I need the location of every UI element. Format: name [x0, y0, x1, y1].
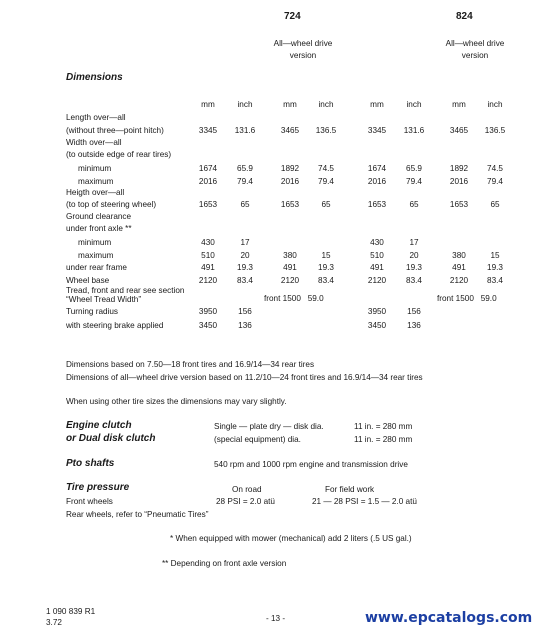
dimension-row-label: minimum: [78, 164, 112, 173]
dimension-value-cell: 156: [238, 307, 252, 316]
dimension-value-cell: 491: [370, 263, 384, 272]
front-wheels-road: 28 PSI = 2.0 atü: [216, 497, 275, 506]
model-724-heading: 724: [284, 11, 301, 22]
dimension-row-label: (to outside edge of rear tires): [66, 150, 172, 159]
dimension-value-cell: 20: [240, 251, 250, 260]
dimension-value-cell: 65: [490, 200, 500, 209]
dimension-value-cell: 510: [370, 251, 384, 260]
dimension-value-cell: 3450: [198, 321, 218, 330]
dimension-value-cell: 2016: [198, 177, 218, 186]
dimension-value-cell: 380: [283, 251, 297, 260]
dimension-value-cell: 1653: [367, 200, 387, 209]
dimension-value-cell: 1674: [198, 164, 218, 173]
dimension-value-cell: 17: [240, 238, 250, 247]
dimension-value-cell: 79.4: [237, 177, 253, 186]
awd-724-label-line1: All—wheel drive: [273, 39, 333, 48]
dimension-value-cell: 380: [452, 251, 466, 260]
dimension-value-cell: 1892: [449, 164, 469, 173]
dimension-value-cell: 3465: [280, 126, 300, 135]
dimension-value-cell: 2120: [280, 276, 300, 285]
dimension-value-cell: 20: [409, 251, 419, 260]
pto-shafts-heading: Pto shafts: [66, 458, 115, 469]
dimension-value-cell: 74.5: [318, 164, 334, 173]
footnote-mower: * When equipped with mower (mechanical) add 2 liters (.5 US gal.): [170, 534, 412, 543]
dimension-row-label: maximum: [78, 251, 114, 260]
dimension-value-cell: 79.4: [487, 177, 503, 186]
dimension-value-cell: 3950: [198, 307, 218, 316]
dimension-value-cell: 2016: [449, 177, 469, 186]
dimension-value-cell: 430: [201, 238, 215, 247]
dimension-row-label: Ground clearance: [66, 212, 132, 221]
dimension-value-cell: 2120: [198, 276, 218, 285]
dimension-row-label: under rear frame: [66, 263, 127, 272]
dimension-value-cell: 2120: [449, 276, 469, 285]
front-wheels-label: Front wheels: [66, 497, 113, 506]
dimension-value-cell: 491: [201, 263, 215, 272]
front-tread-724: front 1500 59.0: [264, 294, 324, 303]
clutch-value-1: 11 in. = 280 mm: [354, 422, 413, 431]
dimension-value-cell: 79.4: [406, 177, 422, 186]
footnote-front-axle: ** Depending on front axle version: [162, 559, 287, 568]
dimension-row-label: Wheel base: [66, 276, 110, 285]
dimension-value-cell: 17: [409, 238, 419, 247]
pto-desc: 540 rpm and 1000 rpm engine and transmission drive: [214, 460, 408, 469]
dimension-row-label: Turning radius: [66, 307, 119, 316]
unit-header-1: mm: [201, 100, 215, 109]
tire-pressure-heading: Tire pressure: [66, 482, 130, 493]
note-tire-sizes: When using other tire sizes the dimensions may vary slightly.: [66, 397, 287, 406]
dimension-value-cell: 1653: [449, 200, 469, 209]
dimension-value-cell: 3465: [449, 126, 469, 135]
dimension-value-cell: 136.5: [315, 126, 337, 135]
unit-header-7: mm: [452, 100, 466, 109]
clutch-desc-1: Single — plate dry — disk dia.: [214, 422, 324, 431]
front-wheels-field: 21 — 28 PSI = 1.5 — 2.0 atü: [312, 497, 417, 506]
note-front-tires: Dimensions based on 7.50—18 front tires and 16.9/14—34 rear tires: [66, 360, 315, 369]
dimension-value-cell: 19.3: [237, 263, 253, 272]
dimension-row-label: (without three—point hitch): [66, 126, 164, 135]
dimension-value-cell: 83.4: [318, 276, 334, 285]
dimension-value-cell: 136.5: [484, 126, 506, 135]
dimension-value-cell: 79.4: [318, 177, 334, 186]
dimension-value-cell: 1653: [280, 200, 300, 209]
unit-header-2: inch: [237, 100, 253, 109]
dimension-value-cell: 510: [201, 251, 215, 260]
dimension-row-label: minimum: [78, 238, 112, 247]
engine-clutch-heading: Engine clutch: [66, 420, 132, 431]
dimension-value-cell: 1892: [280, 164, 300, 173]
dimension-value-cell: 15: [490, 251, 500, 260]
dimension-value-cell: 65: [240, 200, 250, 209]
document-date: 3.72: [46, 618, 62, 627]
dimension-value-cell: 65: [409, 200, 419, 209]
awd-824-label-line1: All—wheel drive: [445, 39, 505, 48]
dimension-row-label: with steering brake applied: [66, 321, 164, 330]
dimension-value-cell: 3450: [367, 321, 387, 330]
front-tread-824: front 1500 59.0: [437, 294, 497, 303]
awd-824-label-line2: version: [461, 51, 489, 60]
dimension-row-label: Heigth over—all: [66, 188, 125, 197]
unit-header-6: inch: [406, 100, 422, 109]
clutch-value-2: 11 in. = 280 mm: [354, 435, 413, 444]
rear-wheels-label: Rear wheels, refer to “Pneumatic Tires”: [66, 510, 209, 519]
clutch-desc-2: (special equipment) dia.: [214, 435, 301, 444]
dimension-value-cell: 3345: [198, 126, 218, 135]
dimension-value-cell: 65.9: [406, 164, 422, 173]
dimension-value-cell: 491: [452, 263, 466, 272]
unit-header-4: inch: [318, 100, 334, 109]
dimension-row-label: “Wheel Tread Width”: [66, 295, 142, 304]
dimension-value-cell: 83.4: [487, 276, 503, 285]
unit-header-8: inch: [487, 100, 503, 109]
document-number: 1 090 839 R1: [46, 607, 96, 616]
dimension-value-cell: 15: [321, 251, 331, 260]
dimension-value-cell: 19.3: [406, 263, 422, 272]
dimension-value-cell: 2120: [367, 276, 387, 285]
awd-724-label-line2: version: [289, 51, 317, 60]
dimension-row-label: under front axle **: [66, 224, 132, 233]
dimension-value-cell: 19.3: [318, 263, 334, 272]
dimension-value-cell: 131.6: [234, 126, 256, 135]
field-work-header: For field work: [325, 485, 375, 494]
page-number: - 13 -: [266, 614, 286, 623]
dimension-value-cell: 1653: [198, 200, 218, 209]
dimensions-heading: Dimensions: [66, 72, 123, 83]
unit-header-5: mm: [370, 100, 384, 109]
dimension-row-label: maximum: [78, 177, 114, 186]
note-awd-tires: Dimensions of all—wheel drive version based on 11.2/10—24 front tires and 16.9/14—34 rear tires: [66, 373, 423, 382]
dimension-value-cell: 131.6: [403, 126, 425, 135]
dimension-value-cell: 65.9: [237, 164, 253, 173]
dimension-value-cell: 3950: [367, 307, 387, 316]
dimension-value-cell: 83.4: [237, 276, 253, 285]
on-road-header: On road: [232, 485, 262, 494]
dimension-value-cell: 491: [283, 263, 297, 272]
dimension-value-cell: 136: [407, 321, 421, 330]
dimension-row-label: Tread, front and rear see section: [66, 286, 185, 295]
dimension-row-label: Width over—all: [66, 138, 122, 147]
dimension-row-label: (to top of steering wheel): [66, 200, 157, 209]
dimension-value-cell: 2016: [280, 177, 300, 186]
dimension-value-cell: 136: [238, 321, 252, 330]
unit-header-3: mm: [283, 100, 297, 109]
dimension-value-cell: 2016: [367, 177, 387, 186]
dimension-value-cell: 3345: [367, 126, 387, 135]
dimension-value-cell: 74.5: [487, 164, 503, 173]
dimension-value-cell: 430: [370, 238, 384, 247]
dimension-value-cell: 156: [407, 307, 421, 316]
model-824-heading: 824: [456, 11, 473, 22]
watermark: www.epcatalogs.com: [365, 610, 533, 626]
dual-disk-clutch-heading: or Dual disk clutch: [66, 433, 156, 444]
dimension-row-label: Length over—all: [66, 113, 126, 122]
dimension-value-cell: 1674: [367, 164, 387, 173]
dimension-value-cell: 83.4: [406, 276, 422, 285]
dimension-value-cell: 65: [321, 200, 331, 209]
dimension-value-cell: 19.3: [487, 263, 503, 272]
